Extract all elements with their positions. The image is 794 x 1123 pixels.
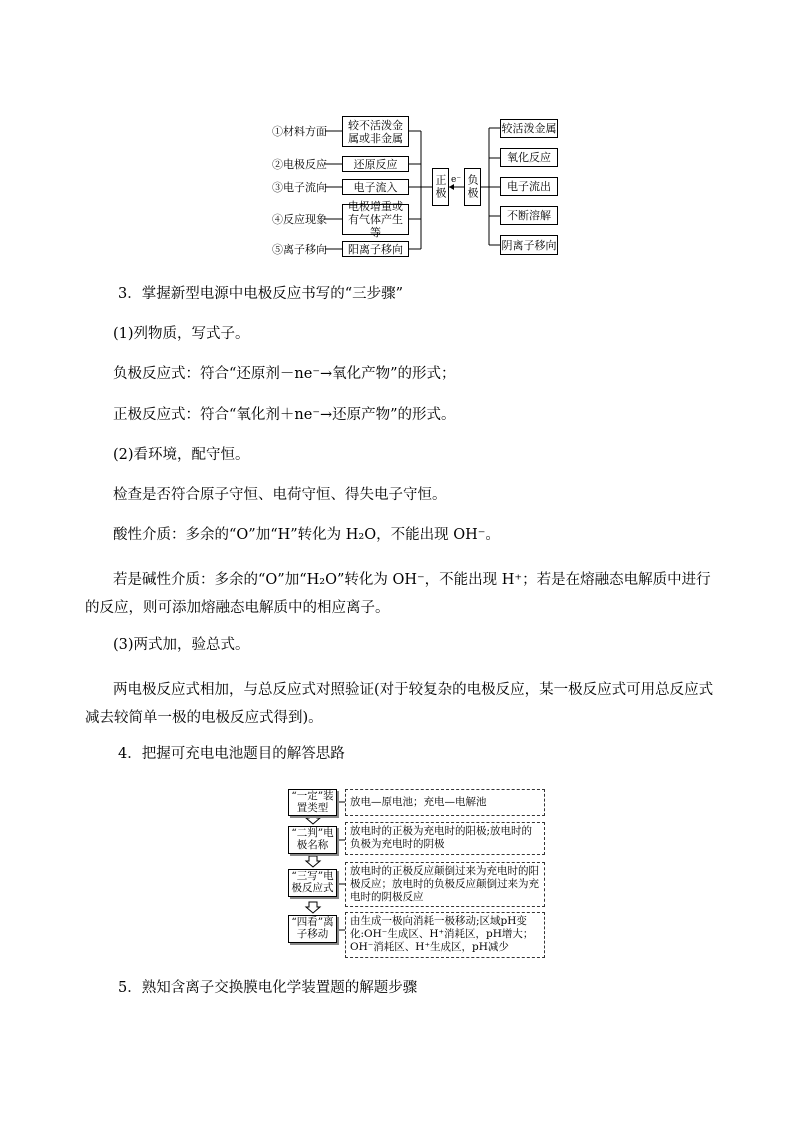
left-box-ion: 阳离子移向 [342, 241, 409, 257]
section3-p7: 若是碱性介质：多余的“O”加“H₂O”转化为 OH⁻，不能出现 H⁺；若是在熔融态电解质中进行的反应，则可添加熔融态电解质中的相应离子。 [85, 572, 711, 616]
step4-desc: 由生成一极向消耗一极移动;区域pH变化:OH⁻生成区、H⁺消耗区，pH增大；OH⁻消耗区、H⁺生成区，pH减少 [345, 912, 545, 958]
step1-desc: 放电—原电池；充电—电解池 [345, 789, 545, 816]
positive-electrode-box: 正极 [432, 168, 449, 206]
right-box-ion: 阴离子移向 [500, 235, 558, 255]
section3-p5: 检查是否符合原子守恒、电荷守恒、得失电子守恒。 [113, 487, 447, 503]
step3-box: “三写”电极反应式 [288, 869, 337, 897]
section3-p6: 酸性介质：多余的“O”加“H”转化为 H₂O，不能出现 OH⁻。 [113, 527, 500, 543]
section3-p3: 正极反应式：符合“氧化剂＋ne⁻→还原产物”的形式。 [113, 407, 456, 423]
left-label-4: ④反应现象 [272, 213, 327, 226]
section3-p2: 负极反应式：符合“还原剂－ne⁻→氧化产物”的形式； [113, 366, 456, 382]
left-label-3: ③电子流向 [272, 181, 327, 194]
right-box-material: 较活泼金属 [500, 119, 558, 138]
left-label-5: ⑤离子移向 [272, 243, 327, 256]
step4-box: “四看”离子移动 [288, 915, 337, 943]
right-box-phenomenon: 不断溶解 [500, 206, 558, 225]
step3-desc: 放电时的正极反应颠倒过来为充电时的阳极反应；放电时的负极反应颠倒过来为充电时的阴极反应 [345, 862, 545, 907]
left-box-phenomenon: 电极增重或有气体产生等 [342, 204, 409, 235]
left-label-2: ②电极反应 [272, 158, 327, 171]
section3-p1: (1)列物质，写式子。 [113, 326, 250, 342]
left-box-material: 较不活泼金属或非金属 [342, 116, 409, 147]
section3-heading: 3．掌握新型电源中电极反应书写的“三步骤” [118, 286, 404, 302]
electron-label: e⁻ [451, 175, 462, 185]
section3-p4: (2)看环境，配守恒。 [113, 447, 250, 463]
section5-heading: 5．熟知含离子交换膜电化学装置题的解题步骤 [118, 980, 418, 996]
section3-p9: 两电极反应式相加，与总反应式对照验证(对于较复杂的电极反应，某一极反应式可用总反应式减去较简单一极的电极反应式得到)。 [85, 682, 714, 726]
right-box-electron: 电子流出 [500, 177, 558, 196]
step2-box: “二判”电极名称 [288, 826, 337, 854]
left-box-electron: 电子流入 [342, 179, 409, 195]
left-box-reaction: 还原反应 [342, 156, 409, 172]
right-box-reaction: 氧化反应 [500, 148, 558, 167]
negative-electrode-box: 负极 [464, 168, 481, 206]
section4-heading: 4．把握可充电电池题目的解答思路 [118, 746, 345, 762]
left-label-1: ①材料方面 [272, 125, 327, 138]
step1-box: “一定”装置类型 [288, 789, 337, 816]
step2-desc: 放电时的正极为充电时的阳极;放电时的负极为充电时的阴极 [345, 822, 545, 855]
section3-p8: (3)两式加，验总式。 [113, 637, 250, 653]
